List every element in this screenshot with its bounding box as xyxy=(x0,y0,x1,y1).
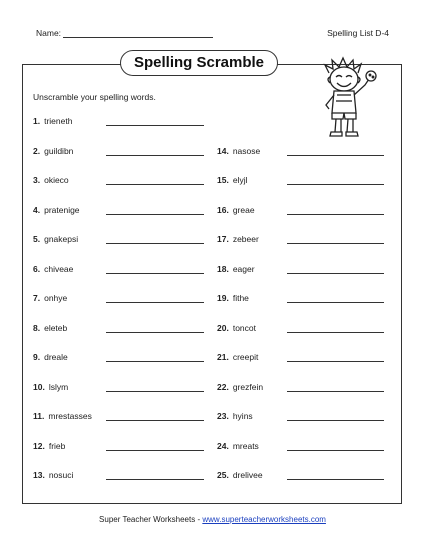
word-item xyxy=(217,174,247,186)
item-number: 10. xyxy=(33,381,45,392)
word-item xyxy=(217,292,249,304)
item-number: 25. xyxy=(217,470,229,480)
scrambled-word: trieneth xyxy=(44,116,73,126)
answer-line[interactable] xyxy=(287,332,384,333)
scrambled-word: okieco xyxy=(44,175,69,185)
scrambled-word: mreats xyxy=(232,440,259,451)
scrambled-word: lslym xyxy=(48,381,69,392)
footer xyxy=(0,515,425,524)
item-number: 5. xyxy=(33,234,41,244)
answer-line[interactable] xyxy=(106,125,204,126)
answer-line[interactable] xyxy=(106,302,204,303)
item-number: 16. xyxy=(217,204,229,215)
scrambled-word: zebeer xyxy=(232,234,259,244)
scrambled-word: creepit xyxy=(232,352,259,362)
word-item xyxy=(217,263,255,275)
word-item xyxy=(217,322,256,334)
scrambled-word: nosuci xyxy=(48,470,74,480)
word-item xyxy=(217,233,259,245)
cartoon-boy-icon xyxy=(315,55,385,140)
word-item xyxy=(217,410,253,422)
word-item xyxy=(33,115,72,127)
list-label: Spelling List D-4 xyxy=(327,28,389,38)
word-item xyxy=(33,233,78,245)
item-number: 9. xyxy=(33,352,41,362)
answer-line[interactable] xyxy=(106,391,204,392)
scrambled-word: nasose xyxy=(232,145,261,156)
item-number: 8. xyxy=(33,322,41,333)
answer-line[interactable] xyxy=(106,332,204,333)
answer-line[interactable] xyxy=(287,214,384,215)
answer-line[interactable] xyxy=(287,420,384,421)
answer-line[interactable] xyxy=(287,243,384,244)
item-number: 3. xyxy=(33,175,41,185)
answer-line[interactable] xyxy=(287,155,384,156)
item-number: 18. xyxy=(217,263,229,274)
scrambled-word: drelivee xyxy=(232,470,263,480)
word-item xyxy=(33,145,73,157)
answer-line[interactable] xyxy=(287,361,384,362)
scrambled-word: greae xyxy=(232,204,255,215)
scrambled-word: pratenige xyxy=(44,204,80,215)
word-item xyxy=(33,381,68,393)
item-number: 12. xyxy=(33,440,45,451)
scrambled-word: onhye xyxy=(44,293,68,303)
word-item xyxy=(33,322,67,334)
word-item xyxy=(217,469,263,481)
name-field-label xyxy=(36,28,213,38)
answer-line[interactable] xyxy=(106,273,204,274)
answer-line[interactable] xyxy=(287,273,384,274)
word-item xyxy=(33,440,65,452)
word-item xyxy=(217,440,259,452)
scrambled-word: guildibn xyxy=(44,145,74,156)
name-label: Name: xyxy=(36,28,62,38)
answer-line[interactable] xyxy=(106,479,204,480)
item-number: 2. xyxy=(33,145,41,156)
name-line[interactable] xyxy=(63,29,213,38)
answer-line[interactable] xyxy=(287,391,384,392)
answer-line[interactable] xyxy=(287,184,384,185)
answer-line[interactable] xyxy=(287,450,384,451)
item-number: 1. xyxy=(33,116,41,126)
item-number: 4. xyxy=(33,204,41,215)
word-item xyxy=(33,263,73,275)
answer-line[interactable] xyxy=(106,243,204,244)
scrambled-word: gnakepsi xyxy=(44,234,79,244)
scrambled-word: elyjl xyxy=(232,175,248,185)
item-number: 20. xyxy=(217,322,229,333)
word-item xyxy=(33,204,80,216)
footer-link[interactable]: www.superteacherworksheets.com xyxy=(202,515,326,524)
scrambled-word: fithe xyxy=(232,293,249,303)
word-item xyxy=(217,381,263,393)
word-item xyxy=(33,292,67,304)
item-number: 6. xyxy=(33,263,41,274)
word-item xyxy=(33,469,73,481)
item-number: 13. xyxy=(33,470,45,480)
answer-line[interactable] xyxy=(106,420,204,421)
scrambled-word: frieb xyxy=(48,440,66,451)
scrambled-word: mrestasses xyxy=(48,411,92,421)
word-item xyxy=(33,351,68,363)
item-number: 17. xyxy=(217,234,229,244)
answer-line[interactable] xyxy=(106,361,204,362)
word-item xyxy=(217,351,258,363)
scrambled-word: toncot xyxy=(232,322,256,333)
answer-line[interactable] xyxy=(106,184,204,185)
word-item xyxy=(33,174,69,186)
answer-line[interactable] xyxy=(106,214,204,215)
word-item xyxy=(33,410,92,422)
item-number: 7. xyxy=(33,293,41,303)
item-number: 11. xyxy=(33,411,45,421)
item-number: 15. xyxy=(217,175,229,185)
word-item xyxy=(217,204,255,216)
item-number: 14. xyxy=(217,145,229,156)
word-item xyxy=(217,145,260,157)
scrambled-word: grezfein xyxy=(232,381,264,392)
scrambled-word: eleteb xyxy=(44,322,68,333)
footer-text: Super Teacher Worksheets - xyxy=(99,515,203,524)
item-number: 22. xyxy=(217,381,229,392)
scrambled-word: dreale xyxy=(44,352,68,362)
worksheet-title: Spelling Scramble xyxy=(120,50,278,76)
answer-line[interactable] xyxy=(106,450,204,451)
scrambled-word: eager xyxy=(232,263,255,274)
scrambled-word: hyins xyxy=(232,411,253,421)
answer-line[interactable] xyxy=(287,302,384,303)
item-number: 24. xyxy=(217,440,229,451)
answer-line[interactable] xyxy=(106,155,204,156)
item-number: 23. xyxy=(217,411,229,421)
item-number: 21. xyxy=(217,352,229,362)
answer-line[interactable] xyxy=(287,479,384,480)
scrambled-word: chiveae xyxy=(44,263,74,274)
instructions: Unscramble your spelling words. xyxy=(33,92,156,102)
item-number: 19. xyxy=(217,293,229,303)
